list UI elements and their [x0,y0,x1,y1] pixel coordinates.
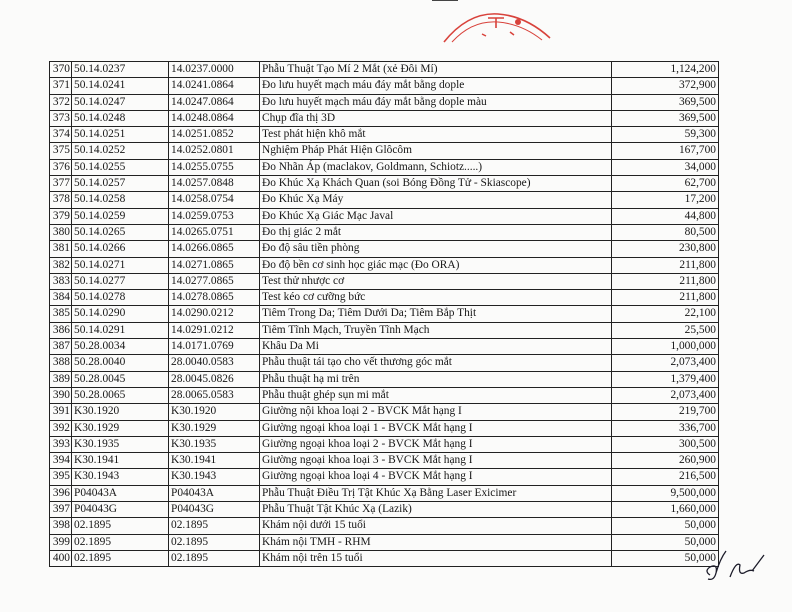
service-price-cell: 167,700 [612,143,719,159]
service-price-cell: 336,700 [612,421,719,437]
service-name-cell: Phẫu Thuật Tật Khúc Xạ (Lazik) [260,502,612,518]
mapping-code-cell: 14.0266.0865 [169,241,260,257]
service-name-cell: Test phát hiện khô mắt [260,127,612,143]
table-row [50,241,719,257]
service-name-cell: Phẫu Thuật Tạo Mí 2 Mắt (xẻ Đôi Mí) [260,62,612,78]
table-row [50,209,719,225]
mapping-code-cell: 14.0278.0865 [169,290,260,306]
service-name-cell: Tiêm Trong Da; Tiêm Dưới Da; Tiêm Bắp Thịt [260,306,612,322]
service-price-cell: 25,500 [612,323,719,339]
service-code-cell: 50.28.0065 [72,388,169,404]
service-name-cell: Giường ngoại khoa loại 2 - BVCK Mắt hạng I [260,437,612,453]
service-price-cell: 44,800 [612,209,719,225]
table-row [50,388,719,404]
table-row [50,78,719,94]
mapping-code-cell: K30.1920 [169,404,260,420]
service-code-cell: 50.14.0271 [72,258,169,274]
row-number-cell: 395 [50,469,72,485]
service-price-cell: 230,800 [612,241,719,257]
row-number-cell: 384 [50,290,72,306]
service-price-cell: 1,124,200 [612,62,719,78]
row-number-cell: 386 [50,323,72,339]
mapping-code-cell: K30.1943 [169,469,260,485]
service-name-cell: Đo Khúc Xạ Khách Quan (soi Bóng Đồng Tử - Skiascope) [260,176,612,192]
service-code-cell: 50.14.0255 [72,160,169,176]
service-code-cell: 50.14.0277 [72,274,169,290]
service-code-cell: P04043A [72,486,169,502]
service-name-cell: Khám nội dưới 15 tuổi [260,518,612,534]
service-price-cell: 2,073,400 [612,355,719,371]
row-number-cell: 382 [50,258,72,274]
mapping-code-cell: 14.0248.0864 [169,111,260,127]
mapping-code-cell: 14.0247.0864 [169,95,260,111]
service-name-cell: Chụp đĩa thị 3D [260,111,612,127]
row-number-cell: 389 [50,372,72,388]
service-price-cell: 260,900 [612,453,719,469]
service-price-cell: 219,700 [612,404,719,420]
service-name-cell: Khâu Da Mi [260,339,612,355]
mapping-code-cell: 28.0045.0826 [169,372,260,388]
table-row [50,421,719,437]
mapping-code-cell: 28.0065.0583 [169,388,260,404]
mapping-code-cell: 14.0237.0000 [169,62,260,78]
service-name-cell: Đo độ bền cơ sinh học giác mạc (Đo ORA) [260,258,612,274]
service-name-cell: Giường ngoại khoa loại 1 - BVCK Mắt hạng I [260,421,612,437]
mapping-code-cell: 14.0277.0865 [169,274,260,290]
service-price-cell: 9,500,000 [612,486,719,502]
service-code-cell: 50.14.0290 [72,306,169,322]
service-price-cell: 372,900 [612,78,719,94]
service-name-cell: Test kéo cơ cưỡng bức [260,290,612,306]
table-row [50,95,719,111]
service-price-cell: 50,000 [612,551,719,567]
service-code-cell: P04043G [72,502,169,518]
service-price-cell: 1,000,000 [612,339,719,355]
service-code-cell: 50.14.0291 [72,323,169,339]
service-code-cell: 50.14.0257 [72,176,169,192]
table-row [50,176,719,192]
service-code-cell: 02.1895 [72,535,169,551]
mapping-code-cell: 02.1895 [169,535,260,551]
table-row [50,339,719,355]
mapping-code-cell: 14.0257.0848 [169,176,260,192]
table-row [50,62,719,78]
table-row [50,469,719,485]
row-number-cell: 374 [50,127,72,143]
table-row [50,518,719,534]
table-row [50,372,719,388]
table-row [50,355,719,371]
table-row [50,225,719,241]
mapping-code-cell: 14.0258.0754 [169,192,260,208]
mapping-code-cell: P04043G [169,502,260,518]
mapping-code-cell: 02.1895 [169,551,260,567]
service-code-cell: 50.28.0034 [72,339,169,355]
row-number-cell: 399 [50,535,72,551]
table-row [50,535,719,551]
row-number-cell: 388 [50,355,72,371]
mapping-code-cell: 02.1895 [169,518,260,534]
service-price-cell: 1,660,000 [612,502,719,518]
service-code-cell: K30.1935 [72,437,169,453]
service-price-cell: 369,500 [612,95,719,111]
service-code-cell: 50.14.0241 [72,78,169,94]
table-row [50,306,719,322]
service-code-cell: 50.28.0045 [72,372,169,388]
service-name-cell: Test thử nhược cơ [260,274,612,290]
service-code-cell: 50.14.0258 [72,192,169,208]
service-price-cell: 17,200 [612,192,719,208]
service-name-cell: Phẫu Thuật Điều Trị Tật Khúc Xạ Bằng Laser Exicimer [260,486,612,502]
service-code-cell: 50.14.0265 [72,225,169,241]
service-name-cell: Đo lưu huyết mạch máu đáy mắt bằng dople [260,78,612,94]
service-code-cell: 50.14.0247 [72,95,169,111]
service-code-cell: K30.1941 [72,453,169,469]
handwritten-signature [700,545,770,590]
service-code-cell: 50.14.0251 [72,127,169,143]
service-name-cell: Phẫu thuật hạ mi trên [260,372,612,388]
row-number-cell: 379 [50,209,72,225]
row-number-cell: 393 [50,437,72,453]
row-number-cell: 383 [50,274,72,290]
row-number-cell: 391 [50,404,72,420]
service-price-cell: 211,800 [612,258,719,274]
scan-edge-mark [432,0,458,1]
service-code-cell: K30.1943 [72,469,169,485]
service-name-cell: Tiêm Tĩnh Mạch, Truyền Tĩnh Mạch [260,323,612,339]
service-code-cell: 02.1895 [72,551,169,567]
table-row [50,551,719,567]
service-name-cell: Giường nội khoa loại 2 - BVCK Mắt hạng I [260,404,612,420]
mapping-code-cell: 14.0241.0864 [169,78,260,94]
service-code-cell: 02.1895 [72,518,169,534]
service-price-cell: 22,100 [612,306,719,322]
mapping-code-cell: K30.1941 [169,453,260,469]
service-name-cell: Đo Khúc Xạ Máy [260,192,612,208]
service-name-cell: Nghiệm Pháp Phát Hiện Glôcôm [260,143,612,159]
mapping-code-cell: K30.1935 [169,437,260,453]
row-number-cell: 370 [50,62,72,78]
row-number-cell: 394 [50,453,72,469]
service-price-cell: 1,379,400 [612,372,719,388]
row-number-cell: 381 [50,241,72,257]
table-row [50,453,719,469]
service-code-cell: 50.14.0252 [72,143,169,159]
service-price-cell: 50,000 [612,518,719,534]
row-number-cell: 397 [50,502,72,518]
service-price-cell: 59,300 [612,127,719,143]
table-row [50,143,719,159]
service-price-cell: 80,500 [612,225,719,241]
mapping-code-cell: 14.0265.0751 [169,225,260,241]
row-number-cell: 373 [50,111,72,127]
service-name-cell: Đo Khúc Xạ Giác Mạc Javal [260,209,612,225]
row-number-cell: 387 [50,339,72,355]
row-number-cell: 371 [50,78,72,94]
table-row [50,258,719,274]
service-code-cell: 50.14.0237 [72,62,169,78]
service-name-cell: Giường ngoại khoa loại 3 - BVCK Mắt hạng I [260,453,612,469]
mapping-code-cell: 14.0171.0769 [169,339,260,355]
service-price-cell: 34,000 [612,160,719,176]
service-name-cell: Đo độ sâu tiền phòng [260,241,612,257]
service-code-cell: 50.14.0266 [72,241,169,257]
table-row [50,274,719,290]
mapping-code-cell: 14.0251.0852 [169,127,260,143]
service-price-cell: 50,000 [612,535,719,551]
service-name-cell: Giường ngoại khoa loại 4 - BVCK Mắt hạng I [260,469,612,485]
service-name-cell: Phẫu thuật ghép sụn mi mắt [260,388,612,404]
service-code-cell: 50.14.0248 [72,111,169,127]
table-row [50,323,719,339]
row-number-cell: 378 [50,192,72,208]
table-row [50,502,719,518]
mapping-code-cell: 28.0040.0583 [169,355,260,371]
mapping-code-cell: 14.0255.0755 [169,160,260,176]
row-number-cell: 377 [50,176,72,192]
mapping-code-cell: 14.0271.0865 [169,258,260,274]
table-row [50,127,719,143]
service-code-cell: 50.14.0278 [72,290,169,306]
service-name-cell: Đo Nhãn Áp (maclakov, Goldmann, Schiotz.....) [260,160,612,176]
table-row [50,486,719,502]
mapping-code-cell: K30.1929 [169,421,260,437]
row-number-cell: 400 [50,551,72,567]
service-price-cell: 369,500 [612,111,719,127]
service-name-cell: Đo thị giác 2 mắt [260,225,612,241]
mapping-code-cell: 14.0290.0212 [169,306,260,322]
service-price-table [49,61,719,567]
row-number-cell: 380 [50,225,72,241]
service-code-cell: K30.1920 [72,404,169,420]
service-price-cell: 216,500 [612,469,719,485]
service-price-cell: 300,500 [612,437,719,453]
service-price-cell: 211,800 [612,290,719,306]
service-name-cell: Khám nội trên 15 tuổi [260,551,612,567]
row-number-cell: 396 [50,486,72,502]
service-code-cell: K30.1929 [72,421,169,437]
row-number-cell: 398 [50,518,72,534]
mapping-code-cell: 14.0291.0212 [169,323,260,339]
service-price-cell: 62,700 [612,176,719,192]
table-row [50,160,719,176]
mapping-code-cell: P04043A [169,486,260,502]
row-number-cell: 376 [50,160,72,176]
service-code-cell: 50.28.0040 [72,355,169,371]
row-number-cell: 372 [50,95,72,111]
mapping-code-cell: 14.0252.0801 [169,143,260,159]
service-name-cell: Khám nội TMH - RHM [260,535,612,551]
row-number-cell: 385 [50,306,72,322]
table-row [50,290,719,306]
table-row [50,437,719,453]
table-row [50,404,719,420]
service-name-cell: Phẫu thuật tái tạo cho vết thương góc mắt [260,355,612,371]
row-number-cell: 392 [50,421,72,437]
service-price-cell: 211,800 [612,274,719,290]
mapping-code-cell: 14.0259.0753 [169,209,260,225]
service-code-cell: 50.14.0259 [72,209,169,225]
table-row [50,111,719,127]
row-number-cell: 375 [50,143,72,159]
service-name-cell: Đo lưu huyết mạch máu đáy mắt bằng dople màu [260,95,612,111]
red-stamp-fragment [438,4,558,44]
row-number-cell: 390 [50,388,72,404]
service-price-cell: 2,073,400 [612,388,719,404]
table-row [50,192,719,208]
